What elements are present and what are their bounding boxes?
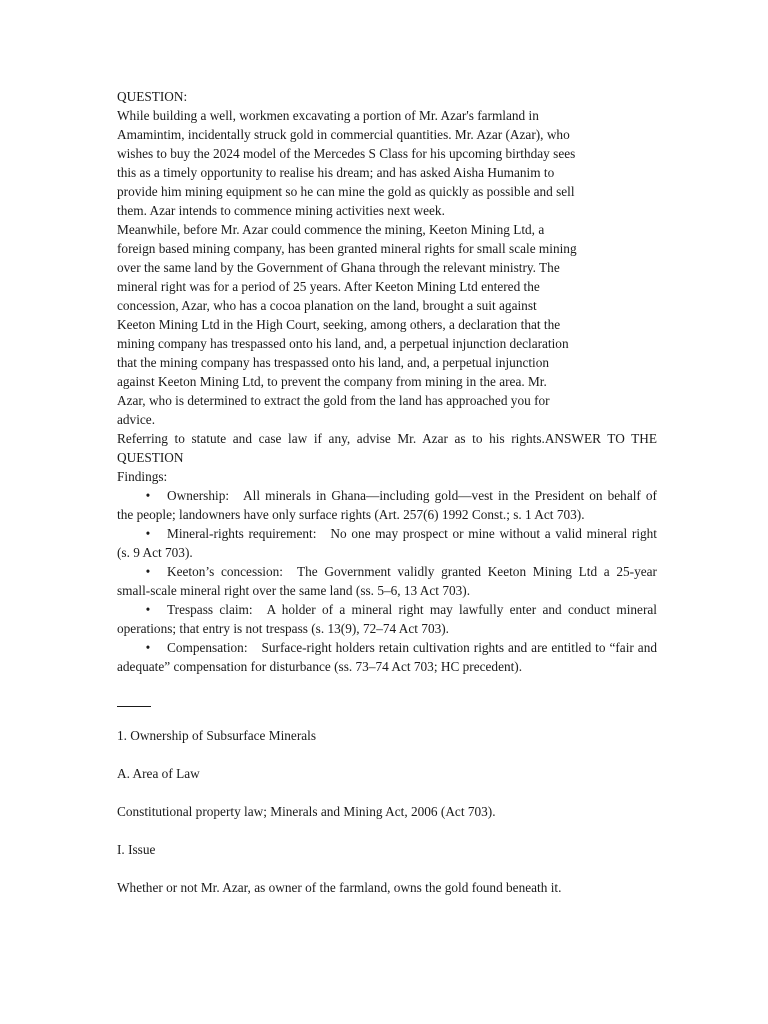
question-line: them. Azar intends to commence mining activities next week. [117, 203, 445, 218]
question-line: mining company has trespassed onto his land, and, a perpetual injunction declaration [117, 336, 569, 351]
question-instruction: Referring to statute and case law if any, advise Mr. Azar as to his rights.ANSWER TO THE QUESTION [117, 431, 657, 465]
question-line: foreign based mining company, has been granted mineral rights for small scale mining [117, 241, 577, 256]
finding-term: Keeton’s concession: [167, 564, 283, 579]
question-line: Amamintim, incidentally struck gold in commercial quantities. Mr. Azar (Azar), who [117, 127, 570, 142]
finding-item [117, 638, 657, 676]
finding-term: Trespass claim: [167, 602, 253, 617]
question-line: Meanwhile, before Mr. Azar could commence the mining, Keeton Mining Ltd, a [117, 222, 545, 237]
finding-item [117, 486, 657, 524]
finding-text: A holder of a mineral right may lawfully enter and conduct mineral operations; that entry is not trespass (s. 13(9), 72–74 Act 703). [117, 602, 657, 636]
finding-text: All minerals in Ghana—including gold—vest in the President on behalf of the people; landowners have only surface rights (Art. 257(6) 1992 Const.; s. 1 Act 703). [117, 488, 657, 522]
question-line: While building a well, workmen excavating a portion of Mr. Azar's farmland in [117, 108, 539, 123]
finding-text: The Government validly granted Keeton Mining Ltd a 25-year small-scale mineral right over the same land (ss. 5–6, 13 Act 703). [117, 564, 657, 598]
question-line: Keeton Mining Ltd in the High Court, seeking, among others, a declaration that the [117, 317, 561, 332]
question-line: wishes to buy the 2024 model of the Mercedes S Class for his upcoming birthday sees [117, 146, 576, 161]
question-line: this as a timely opportunity to realise his dream; and has asked Aisha Humanim to [117, 165, 555, 180]
bullet-icon: • [145, 526, 151, 541]
finding-item [117, 600, 657, 638]
finding-term: Compensation: [167, 640, 248, 655]
finding-term: Ownership: [167, 488, 230, 503]
bullet-icon: • [145, 488, 151, 503]
question-line: that the mining company has trespassed onto his land, and, a perpetual injunction [117, 355, 550, 370]
question-body [117, 106, 657, 429]
question-label: QUESTION: [117, 89, 188, 104]
section-heading: 1. Ownership of Subsurface Minerals [117, 728, 317, 743]
question-line: concession, Azar, who has a cocoa planation on the land, brought a suit against [117, 298, 537, 313]
question-line: provide him mining equipment so he can mine the gold as quickly as possible and sell [117, 184, 575, 199]
bullet-icon: • [145, 602, 151, 617]
area-of-law-text: Constitutional property law; Minerals and Mining Act, 2006 (Act 703). [117, 804, 496, 819]
question-line: mineral right was for a period of 25 years. After Keeton Mining Ltd entered the [117, 279, 540, 294]
finding-item [117, 524, 657, 562]
question-line: Azar, who is determined to extract the gold from the land has approached you for [117, 393, 550, 408]
issue-text: Whether or not Mr. Azar, as owner of the farmland, owns the gold found beneath it. [117, 880, 562, 895]
bullet-icon: • [145, 564, 151, 579]
question-line: advice. [117, 412, 156, 427]
issue-label: I. Issue [117, 842, 156, 857]
document-page [117, 87, 657, 897]
finding-text: No one may prospect or mine without a valid mineral right (s. 9 Act 703). [117, 526, 657, 560]
bullet-icon: • [145, 640, 151, 655]
findings-label: Findings: [117, 469, 168, 484]
findings-list [117, 486, 657, 676]
question-line: against Keeton Mining Ltd, to prevent the company from mining in the area. Mr. [117, 374, 547, 389]
area-of-law-label: A. Area of Law [117, 766, 200, 781]
finding-term: Mineral-rights requirement: [167, 526, 317, 541]
question-line: over the same land by the Government of Ghana through the relevant ministry. The [117, 260, 560, 275]
finding-item [117, 562, 657, 600]
finding-text: Surface-right holders retain cultivation rights and are entitled to “fair and adequate” compensation for disturbance (ss. 73–74 Act 703; HC precedent). [117, 640, 657, 674]
